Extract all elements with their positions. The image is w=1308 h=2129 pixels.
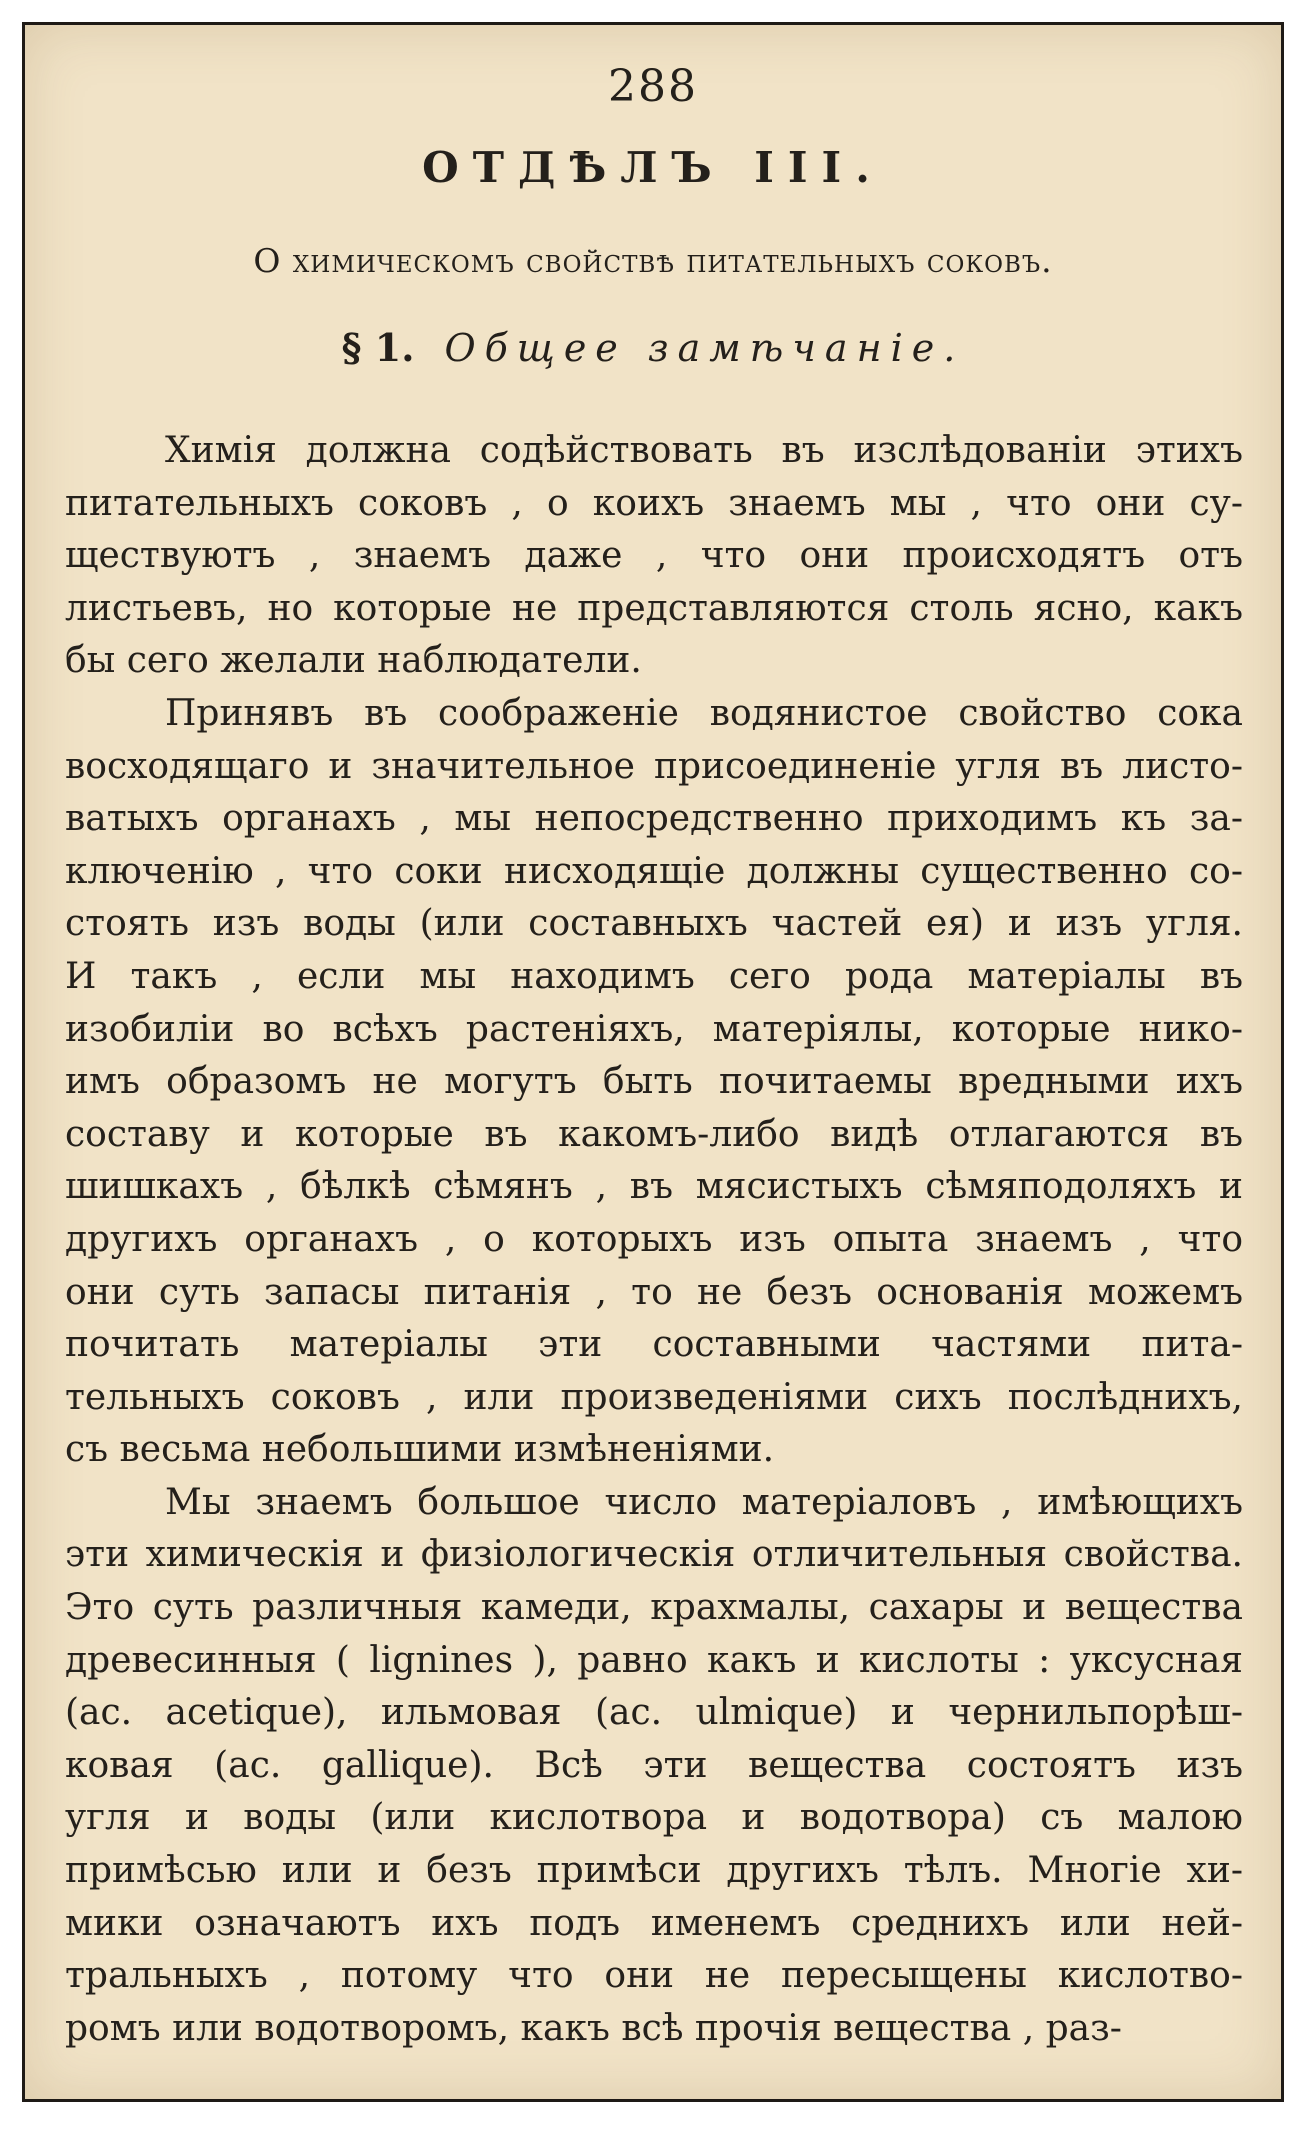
text-line: они суть запасы питанія , то не безъ основанія можемъ bbox=[65, 1271, 1243, 1313]
body-text bbox=[65, 425, 1243, 2055]
text-line: составу и которые въ какомъ-либо видѣ отлагаются въ bbox=[65, 1113, 1243, 1155]
page-number: 288 bbox=[608, 61, 698, 112]
paragraph bbox=[65, 1477, 1243, 2056]
paragraph bbox=[65, 425, 1243, 688]
text-line: почитать матеріалы эти составными частями пита- bbox=[65, 1324, 1243, 1366]
text-line: питательныхъ соковъ , о коихъ знаемъ мы , что они су- bbox=[65, 482, 1243, 524]
text-line: съ весьма небольшими измѣненіями. bbox=[65, 1429, 775, 1471]
paragraph-number: § 1. bbox=[341, 325, 415, 370]
text-line: имъ образомъ не могутъ быть почитаемы вредными ихъ bbox=[65, 1061, 1243, 1103]
paragraph-heading bbox=[25, 325, 1281, 370]
text-line: листьевъ, но которые не представляются столь ясно, какъ bbox=[65, 587, 1243, 629]
text-line: эти химическія и физіологическія отличительныя свойства. bbox=[65, 1534, 1243, 1576]
text-line: тральныхъ , потому что они не пересыщены кислотво- bbox=[65, 1955, 1243, 1997]
text-line: мики означаютъ ихъ подъ именемъ среднихъ или ней- bbox=[65, 1902, 1243, 1944]
text-line: тельныхъ соковъ , или произведеніями сихъ послѣднихъ, bbox=[65, 1376, 1243, 1418]
text-line: изобиліи во всѣхъ растеніяхъ, матеріялы, которые нико- bbox=[65, 1008, 1243, 1050]
text-line: Это суть различныя камеди, крахмалы, сахары и вещества bbox=[65, 1587, 1243, 1629]
text-line: древесинныя ( lignines ), равно какъ и кислоты : уксусная bbox=[65, 1639, 1243, 1681]
book-page bbox=[22, 22, 1284, 2102]
text-line: ромъ или водотворомъ, какъ всѣ прочія вещества , раз- bbox=[65, 2007, 1122, 2049]
text-line: ществуютъ , знаемъ даже , что они происходятъ отъ bbox=[65, 535, 1243, 577]
paragraph bbox=[65, 688, 1243, 1477]
text-line: стоять изъ воды (или составныхъ частей ея) и изъ угля. bbox=[65, 903, 1243, 945]
text-line: (ac. acetique), ильмовая (ac. ulmique) и чернильпорѣш- bbox=[65, 1692, 1243, 1734]
text-line: бы сего желали наблюдатели. bbox=[65, 640, 642, 682]
text-line: И такъ , если мы находимъ сего рода матеріалы въ bbox=[65, 955, 1243, 997]
text-line: другихъ органахъ , о которыхъ изъ опыта знаемъ , что bbox=[65, 1218, 1243, 1260]
text-line: Принявъ въ соображеніе водянистое свойство сока bbox=[165, 692, 1243, 734]
text-line: шишкахъ , бѣлкѣ сѣмянъ , въ мясистыхъ сѣмяподоляхъ и bbox=[65, 1166, 1243, 1208]
text-line: Мы знаемъ большое число матеріаловъ , имѣющихъ bbox=[165, 1481, 1243, 1523]
text-line: восходящаго и значительное присоединеніе угля въ листо- bbox=[65, 745, 1243, 787]
text-line: ватыхъ органахъ , мы непосредственно приходимъ къ за- bbox=[65, 798, 1243, 840]
text-line: Химія должна содѣйствовать въ изслѣдованіи этихъ bbox=[165, 430, 1243, 471]
chapter-subtitle: О химическомъ свойствѣ питательныхъ соковъ. bbox=[253, 241, 1053, 280]
text-line: примѣсью или и безъ примѣси другихъ тѣлъ. Многіе хи- bbox=[65, 1850, 1243, 1892]
section-title: ОТДѢЛЪ III. bbox=[422, 143, 884, 192]
paragraph-title: Общее замѣчаніе. bbox=[444, 326, 965, 370]
text-line: ковая (ac. gallique). Всѣ эти вещества состоятъ изъ bbox=[65, 1744, 1243, 1786]
text-line: угля и воды (или кислотвора и водотвора) съ малою bbox=[65, 1797, 1243, 1839]
text-line: ключенію , что соки нисходящіе должны существенно со- bbox=[65, 850, 1243, 892]
